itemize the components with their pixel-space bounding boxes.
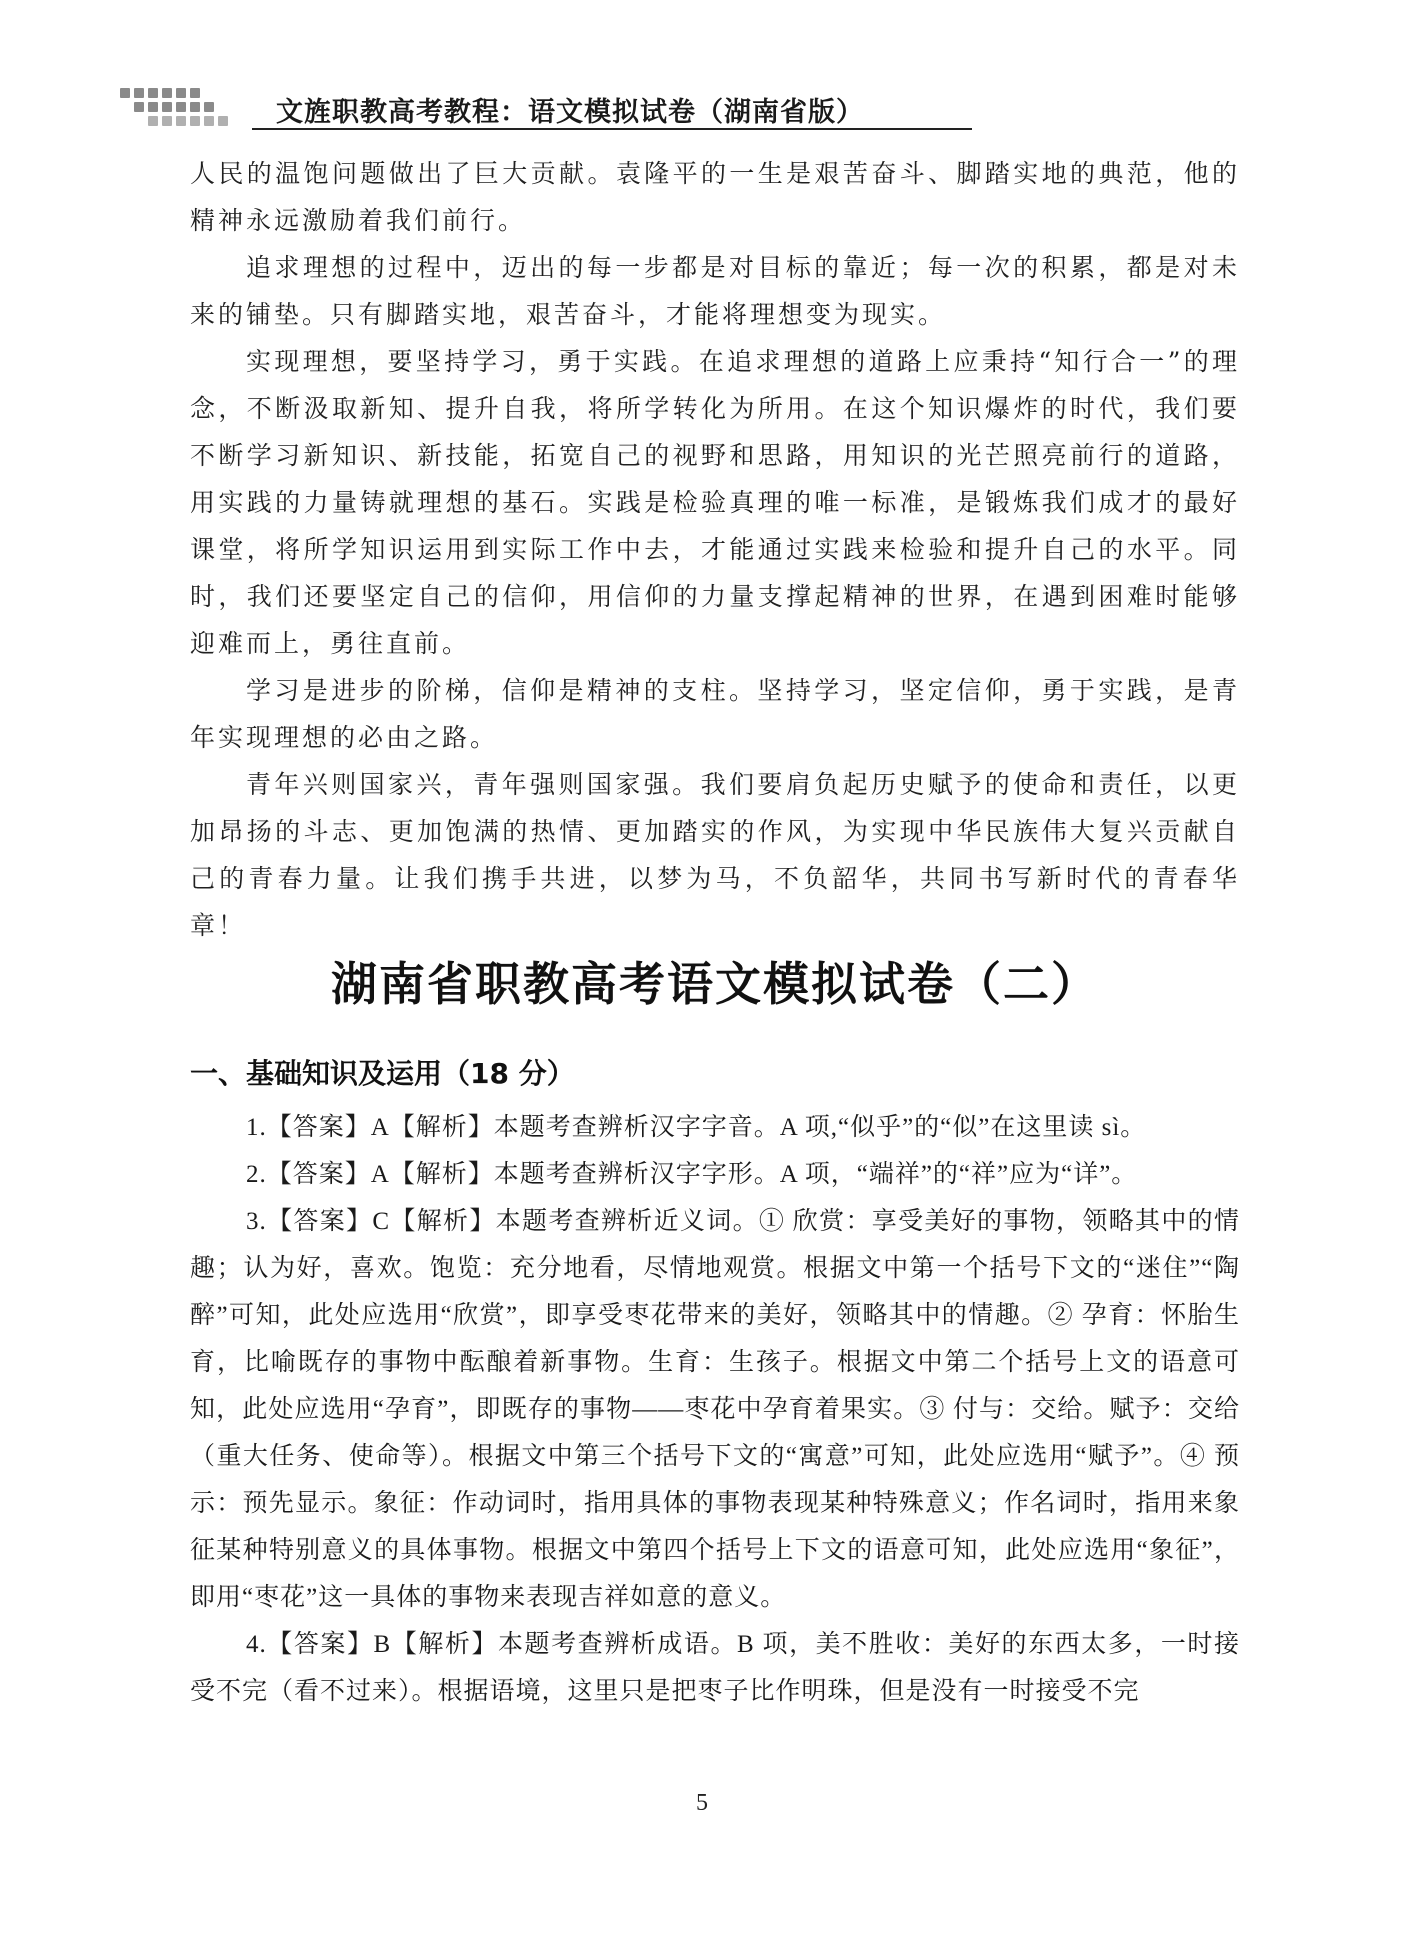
answer-item: 4.【答案】B【解析】本题考查辨析成语。B 项，美不胜收：美好的东西太多，一时接受不完（看不过来）。根据语境，这里只是把枣子比作明珠，但是没有一时接受不完 [190,1631,1240,1705]
answer-list [190,1104,1240,1715]
essay-paragraph: 追求理想的过程中，迈出的每一步都是对目标的靠近；每一次的积累，都是对未来的铺垫。只有脚踏实地，艰苦奋斗，才能将理想变为现实。 [190,253,1240,329]
essay-continuation [190,150,1240,949]
essay-paragraph: 人民的温饱问题做出了巨大贡献。袁隆平的一生是艰苦奋斗、脚踏实地的典范，他的精神永远激励着我们前行。 [190,159,1240,235]
essay-paragraph: 实现理想，要坚持学习，勇于实践。在追求理想的道路上应秉持“知行合一”的理念，不断汲取新知、提升自我，将所学转化为所用。在这个知识爆炸的时代，我们要不断学习新知识、新技能，拓宽自己的视野和思路，用知识的光芒照亮前行的道路，用实践的力量铸就理想的基石。实践是检验真理的唯一标准，是锻炼我们成才的最好课堂，将所学知识运用到实际工作中去，才能通过实践来检验和提升自己的水平。同时，我们还要坚定自己的信仰，用信仰的力量支撑起精神的世界，在遇到困难时能够迎难而上，勇往直前。 [190,347,1240,658]
section-title: 湖南省职教高考语文模拟试卷（二） [331,957,1099,1011]
essay-paragraph: 青年兴则国家兴，青年强则国家强。我们要肩负起历史赋予的使命和责任，以更加昂扬的斗志、更加饱满的热情、更加踏实的作风，为实现中华民族伟大复兴贡献自己的青春力量。让我们携手共进，以梦为马，不负韶华，共同书写新时代的青春华章！ [190,770,1240,940]
answer-item: 1.【答案】A【解析】本题考查辨析汉字字音。A 项,“似乎”的“似”在这里读 sì。 [246,1114,1147,1141]
header-divider [252,128,972,130]
header-title: 文旌职教高考教程：语文模拟试卷（湖南省版） [276,97,864,128]
answer-item: 2.【答案】A【解析】本题考查辨析汉字字形。A 项，“端祥”的“祥”应为“详”。 [246,1161,1138,1188]
part-heading: 一、基础知识及运用（18 分） [190,1057,575,1090]
header-dot-grid-icon [120,86,230,130]
answer-item: 3.【答案】C【解析】本题考查辨析近义词。① 欣赏：享受美好的事物，领略其中的情趣；认为好，喜欢。饱览：充分地看，尽情地观赏。根据文中第一个括号下文的“迷住”“陶醉”可知，此处应选用“欣赏”，即享受枣花带来的美好，领略其中的情趣。② 孕育：怀胎生育，比喻既存的事物中酝酿着新事物。生育：生孩子。根据文中第二个括号上文的语意可知，此处应选用“孕育”，即既存的事物——枣花中孕育着果实。③ 付与：交给。赋予：交给（重大任务、使命等）。根据文中第三个括号下文的“寓意”可知，此处应选用“赋予”。④ 预示：预先显示。象征：作动词时，指用具体的事物表现某种特殊意义；作名词时，指用来象征某种特别意义的具体事物。根据文中第四个括号上下文的语意可知，此处应选用“象征”，即用“枣花”这一具体的事物来表现吉祥如意的意义。 [190,1208,1240,1611]
essay-paragraph: 学习是进步的阶梯，信仰是精神的支柱。坚持学习，坚定信仰，勇于实践，是青年实现理想的必由之路。 [190,676,1240,752]
running-header [120,86,1250,132]
page-number: 5 [696,1790,708,1816]
